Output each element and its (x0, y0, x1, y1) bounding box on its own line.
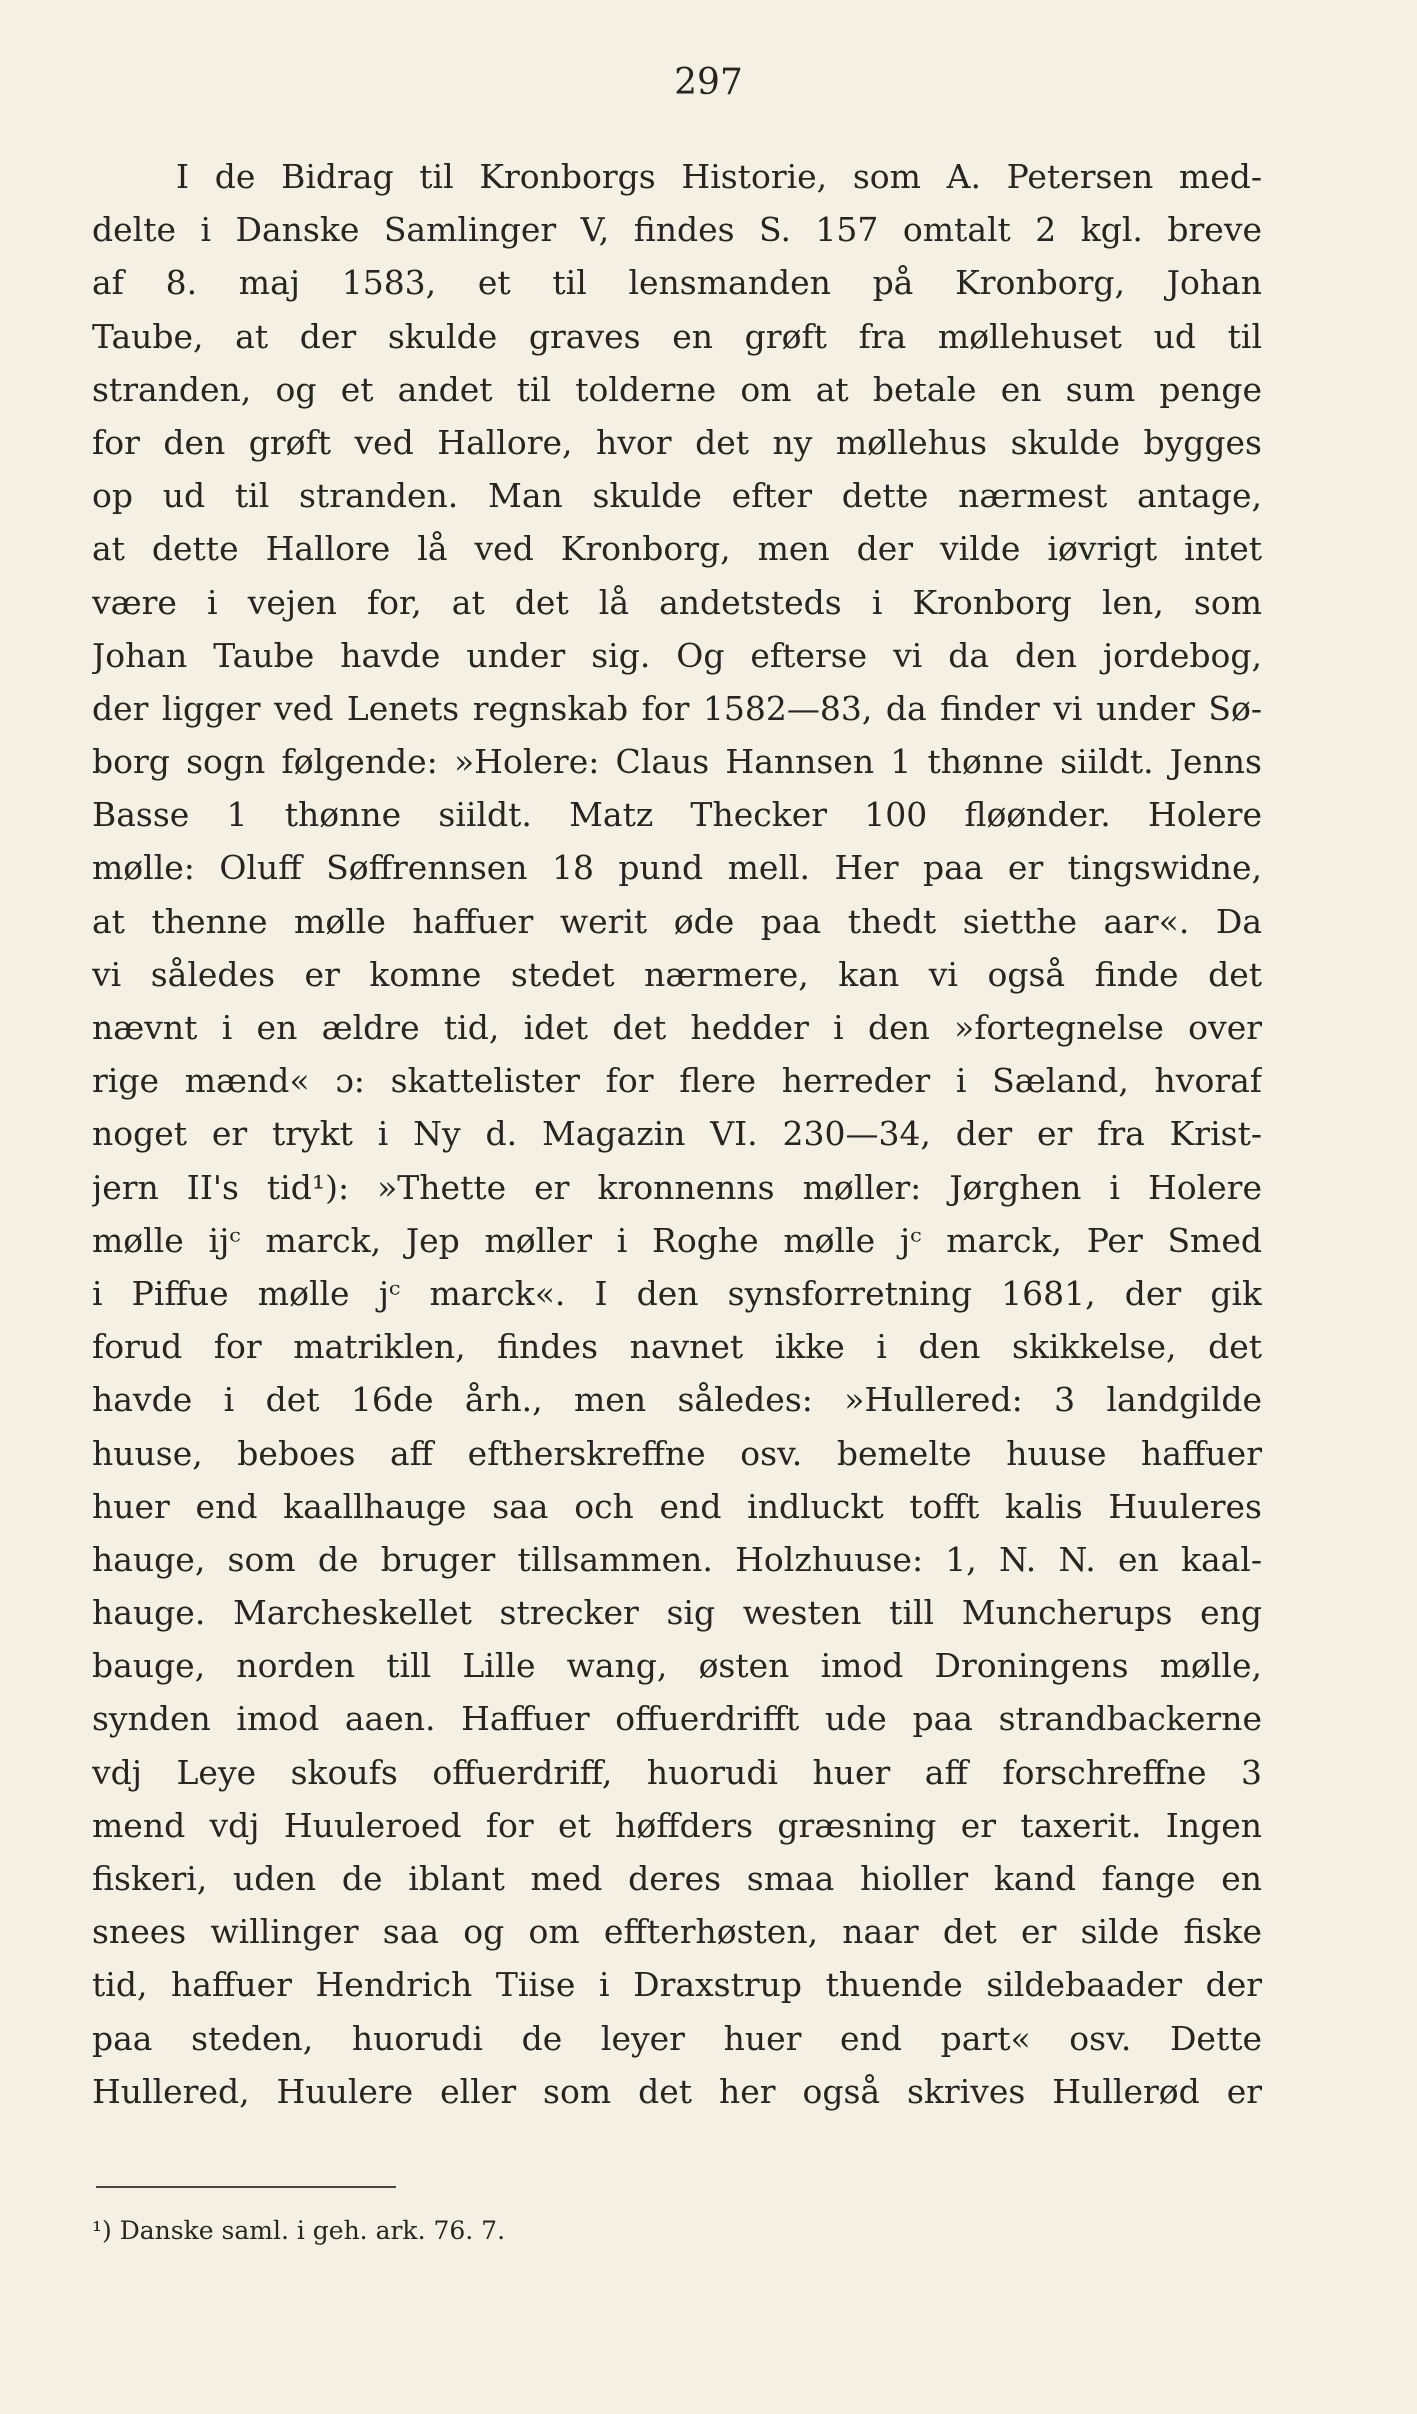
text-line: huer end kaallhauge saa och end indluckt tofft kalis Huuleres (92, 1486, 1262, 1526)
text-line: forud for matriklen, findes navnet ikke i den skikkelse, det (92, 1327, 1262, 1367)
text-line: nævnt i en ældre tid, idet det hedder i den »fortegnelse over (92, 1008, 1262, 1047)
text-line: Hullered, Huulere eller som det her også skrives Hullerød er (92, 2071, 1262, 2111)
footnote-divider (96, 2186, 396, 2188)
text-line: borg sogn følgende: »Holere: Claus Hannsen 1 thønne siildt. Jenns (92, 742, 1262, 782)
footnote (92, 2216, 505, 2245)
text-line: delte i Danske Samlinger V, findes S. 157 omtalt 2 kgl. breve (92, 210, 1262, 250)
text-line: at thenne mølle haffuer werit øde paa thedt sietthe aar«. Da (92, 901, 1262, 941)
text-line: mølle ijᶜ marck, Jep møller i Roghe mølle jᶜ marck, Per Smed (92, 1220, 1262, 1260)
text-line: vi således er komne stedet nærmere, kan vi også finde det (92, 954, 1262, 994)
text-line: I de Bidrag til Kronborgs Historie, som A. Petersen med- (176, 157, 1262, 196)
text-line: mend vdj Huuleroed for et høffders græsning er taxerit. Ingen (92, 1805, 1262, 1845)
text-line: op ud til stranden. Man skulde efter dette nærmest antage, (92, 476, 1262, 516)
text-line: snees willinger saa og om effterhøsten, naar det er silde fiske (92, 1912, 1262, 1952)
text-line: paa steden, huorudi de leyer huer end part« osv. Dette (92, 2018, 1262, 2058)
page-number: 297 (674, 62, 743, 103)
text-line: hauge. Marcheskellet strecker sig westen till Muncherups eng (92, 1593, 1262, 1633)
footnote-text: Danske saml. i geh. ark. 76. 7. (119, 2216, 506, 2245)
text-line: vdj Leye skoufs offuerdriff, huorudi huer aff forschreffne 3 (92, 1752, 1262, 1792)
text-line: havde i det 16de årh., men således: »Hullered: 3 landgilde (92, 1380, 1262, 1420)
text-line: stranden, og et andet til tolderne om at betale en sum penge (92, 369, 1262, 409)
body-text (92, 150, 1262, 2118)
text-line: rige mænd« ɔ: skattelister for flere herreder i Sæland, hvoraf (92, 1061, 1262, 1101)
text-line: Taube, at der skulde graves en grøft fra møllehuset ud til (92, 316, 1262, 356)
footnote-marker: ¹) (92, 2216, 112, 2245)
text-line: at dette Hallore lå ved Kronborg, men der vilde iøvrigt intet (92, 529, 1262, 569)
text-line: være i vejen for, at det lå andetsteds i Kronborg len, som (92, 582, 1262, 622)
text-line: jern II's tid¹): »Thette er kronnenns møller: Jørghen i Holere (92, 1167, 1262, 1207)
text-line: af 8. maj 1583, et til lensmanden på Kronborg, Johan (92, 263, 1262, 303)
text-line: for den grøft ved Hallore, hvor det ny møllehus skulde bygges (92, 422, 1262, 462)
text-line: Basse 1 thønne siildt. Matz Thecker 100 fløønder. Holere (92, 795, 1262, 835)
text-line: mølle: Oluff Søffrennsen 18 pund mell. Her paa er tingswidne, (92, 848, 1262, 888)
text-line: noget er trykt i Ny d. Magazin VI. 230—34, der er fra Krist- (92, 1114, 1262, 1154)
text-line: bauge, norden till Lille wang, østen imod Droningens mølle, (92, 1646, 1262, 1686)
text-line: synden imod aaen. Haffuer offuerdrifft ude paa strandbackerne (92, 1699, 1262, 1739)
text-line: huuse, beboes aff eftherskreffne osv. bemelte huuse haffuer (92, 1433, 1262, 1473)
text-line: fiskeri, uden de iblant med deres smaa hioller kand fange en (92, 1859, 1262, 1898)
text-line: tid, haffuer Hendrich Tiise i Draxstrup thuende sildebaader der (92, 1965, 1262, 2005)
text-line: Johan Taube havde under sig. Og efterse vi da den jordebog, (92, 635, 1262, 675)
text-line: i Piffue mølle jᶜ marck«. I den synsforretning 1681, der gik (92, 1273, 1262, 1313)
text-line: der ligger ved Lenets regnskab for 1582—83, da finder vi under Sø- (92, 688, 1262, 728)
text-line: hauge, som de bruger tillsammen. Holzhuuse: 1, N. N. en kaal- (92, 1539, 1262, 1579)
